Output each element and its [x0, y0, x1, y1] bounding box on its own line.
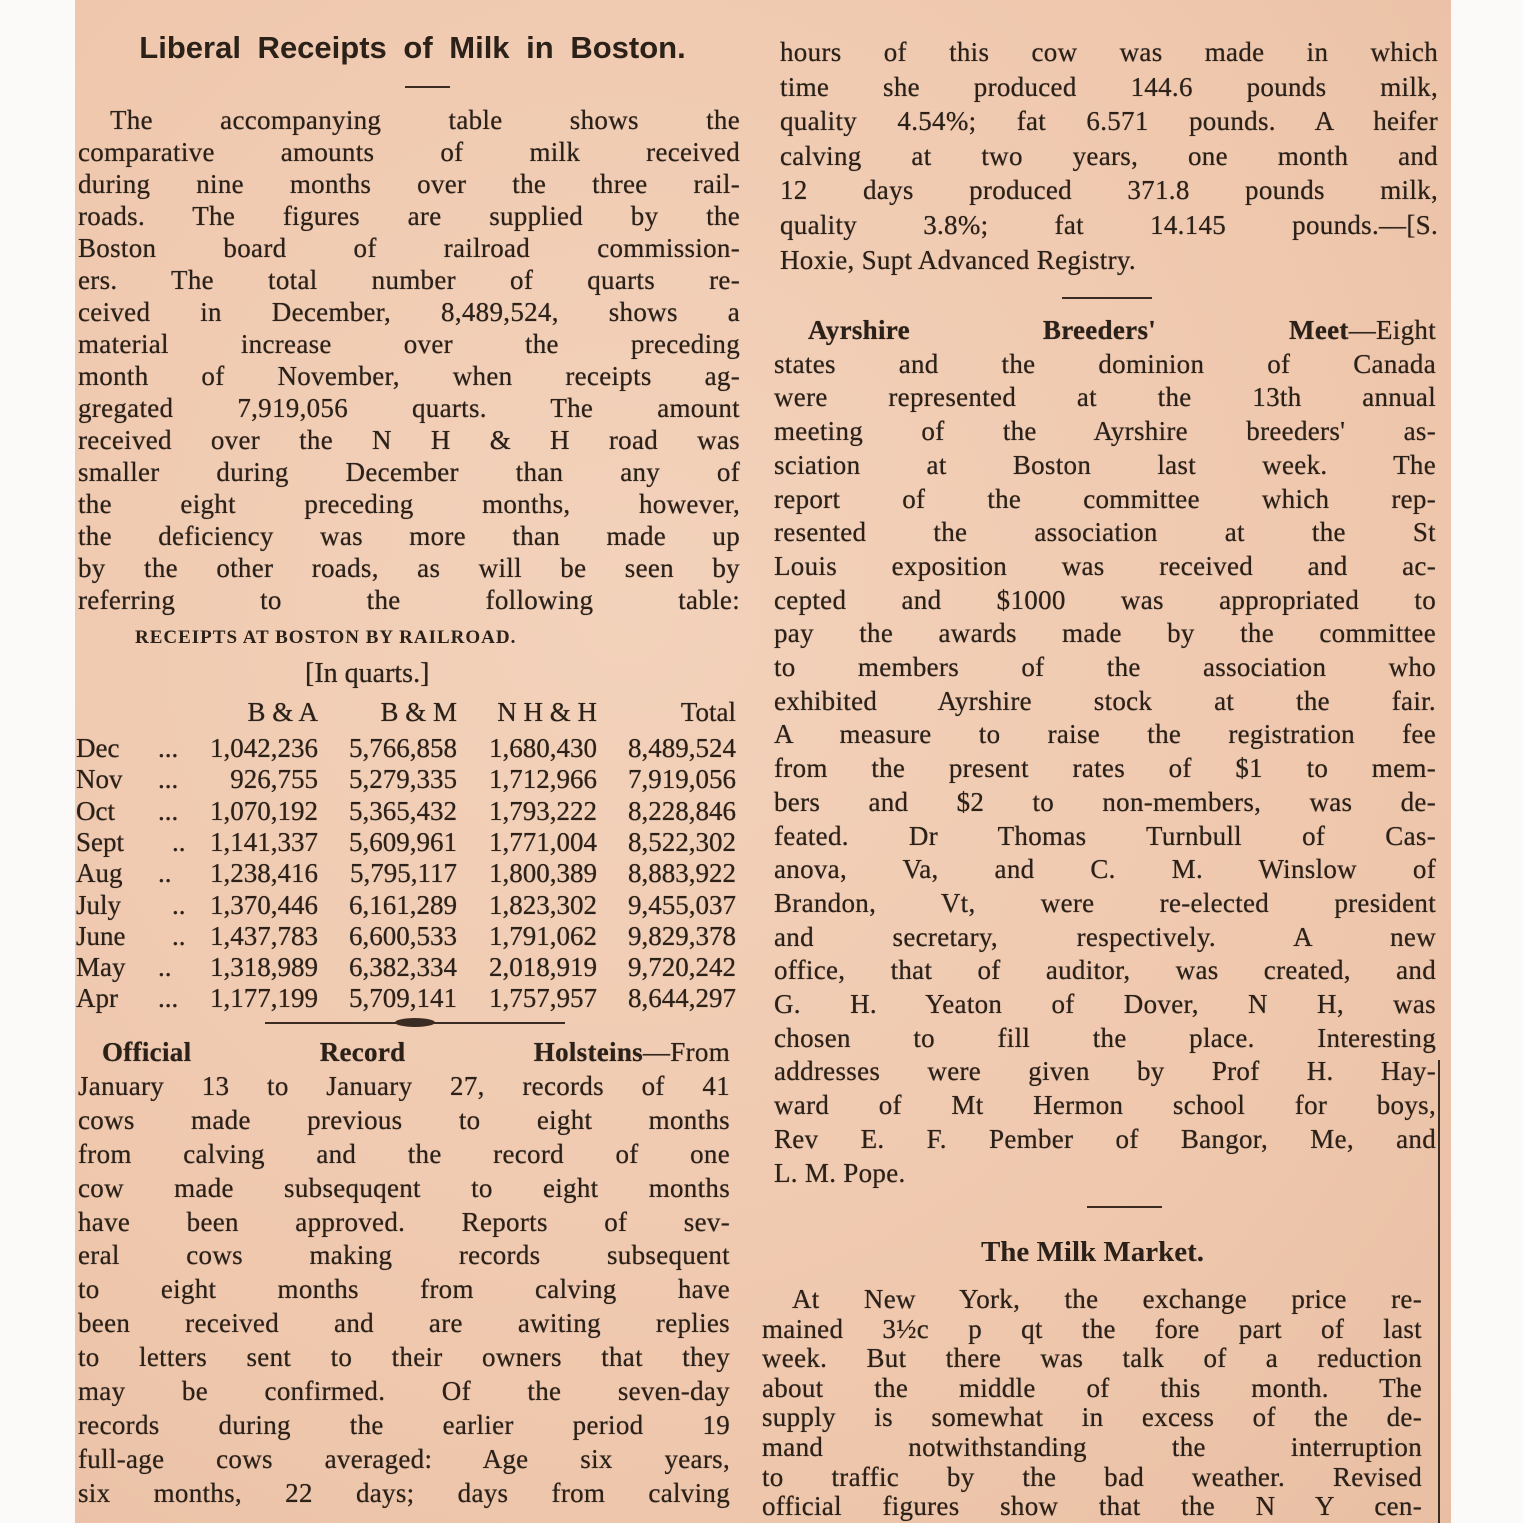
text-line: to letters sent to their owners that they [78, 1342, 730, 1373]
divider [405, 86, 450, 88]
text-line: referring to the following table: [78, 585, 740, 615]
table-cell: 1,800,389 [489, 858, 597, 889]
row-leader-dots: ... [158, 733, 179, 763]
table-cell: 8,228,846 [628, 795, 736, 826]
text-line: The accompanying table shows the [110, 105, 740, 135]
text-line: quality 4.54%; fat 6.571 pounds. A heifer [780, 106, 1438, 137]
text-line: to eight months from calving have [78, 1274, 730, 1305]
text-line: may be confirmed. Of the seven-day [78, 1376, 730, 1406]
table-cell: 9,720,242 [628, 952, 736, 983]
text-line: have been approved. Reports of sev- [78, 1206, 730, 1237]
text-line: were represented at the 13th annual [774, 382, 1436, 413]
text-line: January 13 to January 27, records of 41 [78, 1070, 730, 1101]
table-cell: 2,018,919 [489, 952, 597, 983]
text-line: cepted and $1000 was appropriated to [774, 584, 1436, 615]
text-line: the deficiency was more than made up [78, 521, 740, 551]
text-line: exhibited Ayrshire stock at the fair. [774, 685, 1436, 716]
table-cell: 1,791,062 [489, 920, 597, 951]
text-line: calving at two years, one month and [780, 140, 1438, 171]
table-cell: 5,279,335 [349, 764, 457, 795]
text-line: Ayrshire Breeders' Meet—Eight [808, 315, 1436, 345]
text-line: 12 days produced 371.8 pounds milk, [780, 175, 1438, 206]
table-cell: 8,522,302 [628, 826, 736, 857]
table-unit: [In quarts.] [305, 658, 430, 689]
text-line: mand notwithstanding the interruption [762, 1432, 1422, 1462]
text-line: ceived in December, 8,489,524, shows a [78, 297, 740, 327]
text-line: At New York, the exchange price re- [792, 1284, 1422, 1314]
table-cell: 5,709,141 [349, 983, 457, 1014]
text-line: cows made previous to eight months [78, 1104, 730, 1135]
column-header: Total [680, 697, 736, 727]
table-cell: 6,161,289 [349, 889, 457, 920]
row-month: Apr [76, 983, 118, 1014]
row-month: Sept [76, 826, 125, 857]
text-line: report of the committee which rep- [774, 483, 1436, 514]
table-cell: 5,365,432 [349, 795, 457, 826]
text-line: A measure to raise the registration fee [774, 719, 1436, 750]
row-leader-dots: ... [158, 764, 179, 795]
text-line: cow made subsequqent to eight months [78, 1172, 730, 1203]
text-line: Brandon, Vt, were re-elected president [774, 887, 1436, 918]
text-line: sciation at Boston last week. The [774, 449, 1436, 480]
table-cell: 6,382,334 [349, 952, 457, 983]
text-line: office, that of auditor, was created, and [774, 955, 1436, 986]
lead-in: Official Record Holsteins [102, 1037, 643, 1067]
milk-market-title: The Milk Market. [980, 1236, 1205, 1268]
text-line: states and the dominion of Canada [774, 348, 1436, 379]
row-leader-dots: .. [172, 920, 186, 951]
table-cell: 1,177,199 [210, 983, 318, 1014]
table-cell: 1,370,446 [210, 889, 318, 920]
text-line: by the other roads, as will be seen by [78, 553, 740, 583]
text-line: feated. Dr Thomas Turnbull of Cas- [774, 820, 1436, 851]
text-line: pay the awards made by the committee [774, 618, 1436, 649]
text-line: chosen to fill the place. Interesting [774, 1022, 1436, 1053]
table-cell: 1,437,783 [210, 920, 318, 951]
text-line: ward of Mt Hermon school for boys, [774, 1090, 1436, 1121]
text-line: smaller during December than any of [78, 457, 740, 487]
text-line: and secretary, respectively. A new [774, 921, 1436, 952]
ornament-divider [395, 1018, 435, 1027]
table-cell: 926,755 [230, 764, 318, 795]
table-cell: 8,644,297 [628, 983, 736, 1014]
text-line: during nine months over the three rail- [78, 169, 740, 199]
text-line: six months, 22 days; days from calving [78, 1477, 730, 1508]
column-header: B & A [247, 697, 318, 727]
row-leader-dots: .. [172, 889, 186, 920]
text-line: records during the earlier period 19 [78, 1409, 730, 1440]
text-line: to traffic by the bad weather. Revised [762, 1461, 1422, 1492]
text-line: eral cows making records subsequent [78, 1240, 730, 1271]
text-line: the eight preceding months, however, [78, 489, 740, 519]
table-caption: RECEIPTS AT BOSTON BY RAILROAD. [135, 627, 517, 648]
table-cell: 6,600,533 [349, 920, 457, 951]
row-month: Aug [76, 858, 123, 889]
text-line: addresses were given by Prof H. Hay- [774, 1056, 1436, 1087]
text-line: to members of the association who [774, 652, 1436, 682]
row-month: Nov [76, 764, 123, 795]
table-cell: 5,795,117 [350, 858, 457, 889]
text-line: from calving and the record of one [78, 1138, 730, 1169]
table-cell: 1,070,192 [210, 795, 318, 826]
text-line: Hoxie, Supt Advanced Registry. [780, 244, 1136, 275]
lead-in: Ayrshire Breeders' Meet [808, 315, 1349, 345]
row-month: Oct [76, 795, 115, 826]
table-cell: 9,829,378 [628, 920, 736, 951]
text-line: supply is somewhat in excess of the de- [762, 1402, 1422, 1433]
row-leader-dots: ... [158, 983, 179, 1014]
text-line: hours of this cow was made in which [780, 37, 1438, 67]
row-leader-dots: .. [172, 826, 186, 857]
row-leader-dots: .. [158, 952, 172, 983]
text-line: ers. The total number of quarts re- [78, 265, 740, 295]
text-line: roads. The figures are supplied by the [78, 201, 740, 231]
row-month: Dec [76, 733, 120, 763]
table-cell: 1,141,337 [210, 826, 318, 857]
text-line: meeting of the Ayrshire breeders' as- [774, 416, 1436, 447]
text-line: from the present rates of $1 to mem- [774, 753, 1436, 784]
text-line: time she produced 144.6 pounds milk, [780, 71, 1438, 102]
table-cell: 1,238,416 [210, 858, 318, 889]
table-cell: 1,318,989 [210, 952, 318, 983]
column-header: N H & H [497, 697, 597, 727]
text-line: comparative amounts of milk received [78, 137, 740, 167]
text-line: Rev E. F. Pember of Bangor, Me, and [774, 1123, 1436, 1154]
divider [1062, 297, 1152, 299]
text-line: gregated 7,919,056 quarts. The amount [78, 393, 740, 423]
row-leader-dots: ... [158, 795, 179, 826]
column-header: B & M [380, 697, 457, 727]
row-month: July [76, 889, 122, 920]
text-line: Boston board of railroad commission- [78, 233, 740, 263]
text-line: official figures show that the N Y cen- [762, 1491, 1422, 1522]
text-line: bers and $2 to non-members, was de- [774, 786, 1436, 817]
text-line: anova, Va, and C. M. Winslow of [774, 854, 1436, 885]
divider [1087, 1206, 1162, 1208]
text-line: resented the association at the St [774, 517, 1436, 548]
text-line: quality 3.8%; fat 14.145 pounds.—[S. [780, 210, 1438, 240]
text-line: G. H. Yeaton of Dover, N H, was [774, 989, 1436, 1019]
table-cell: 9,455,037 [628, 889, 736, 920]
text-line: L. M. Pope. [774, 1157, 906, 1188]
text-line: week. But there was talk of a reduction [762, 1343, 1422, 1374]
table-cell: 7,919,056 [628, 764, 736, 795]
text-line: received over the N H & H road was [78, 425, 740, 455]
table-cell: 5,766,858 [349, 733, 457, 763]
column-rule [1438, 1060, 1440, 1523]
table-cell: 1,680,430 [489, 733, 597, 763]
row-leader-dots: .. [158, 858, 172, 889]
text-line: month of November, when receipts ag- [78, 361, 740, 391]
table-cell: 1,757,957 [489, 983, 597, 1014]
text-line: full-age cows averaged: Age six years, [78, 1443, 730, 1474]
table-cell: 1,712,966 [489, 764, 597, 795]
table-cell: 5,609,961 [349, 826, 457, 857]
text-line: material increase over the preceding [78, 329, 740, 359]
table-cell: 8,883,922 [628, 858, 736, 889]
table-cell: 1,771,004 [489, 826, 597, 857]
table-cell: 1,042,236 [210, 733, 318, 763]
text-line: Louis exposition was received and ac- [774, 550, 1436, 581]
article-title: Liberal Receipts of Milk in Boston. [139, 30, 686, 65]
text-line: mained 3½c p qt the fore part of last [762, 1313, 1422, 1344]
row-month: May [76, 952, 126, 983]
text-line: been received and are awiting replies [78, 1308, 730, 1339]
table-cell: 1,823,302 [489, 889, 597, 920]
table-cell: 1,793,222 [489, 795, 597, 826]
text-line: Official Record Holsteins—From [102, 1037, 730, 1067]
table-cell: 8,489,524 [628, 733, 736, 763]
text-line: about the middle of this month. The [762, 1372, 1422, 1403]
row-month: June [76, 920, 126, 951]
